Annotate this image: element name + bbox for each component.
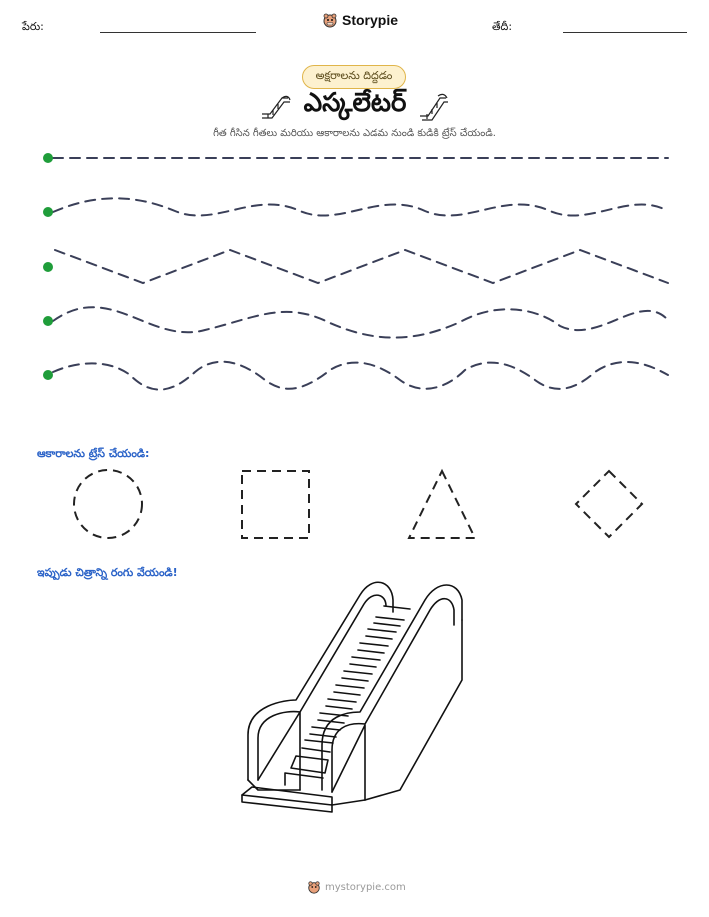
triangle-shape [409, 471, 475, 538]
tracing-line-wave-2 [53, 307, 668, 337]
tracing-line-zigzag [55, 250, 668, 283]
brand-name: Storypie [342, 12, 399, 28]
circle-shape [74, 470, 142, 538]
name-line [100, 32, 256, 33]
storypie-mascot-icon [322, 12, 338, 28]
start-dot-3 [43, 262, 53, 272]
start-dot-2 [43, 207, 53, 217]
footer [307, 880, 406, 894]
tracing-line-wave-1 [53, 198, 668, 215]
date-line [563, 32, 687, 33]
start-dot-4 [43, 316, 53, 326]
square-shape [242, 471, 309, 538]
name-label: పేరు: [22, 20, 44, 33]
brand-logo [322, 12, 398, 28]
footer-url[interactable]: mystorypie.com [325, 881, 406, 893]
shapes-section-label: ఆకారాలను ట్రేస్ చేయండి: [37, 447, 150, 460]
storypie-mascot-icon [307, 880, 321, 894]
coloring-section-label: ఇప్పుడు చిత్రాన్ని రంగు వేయండి! [37, 566, 178, 579]
start-dot-5 [43, 370, 53, 380]
date-label: తేదీ: [492, 20, 513, 33]
instruction-text: గీత గీసిన గీతలు మరియు ఆకారాలను ఎడమ నుండి కుడికి ట్రేస్ చేయండి. [213, 128, 496, 139]
worksheet-title: ఎస్కలేటర్ [303, 88, 407, 118]
diamond-shape [576, 471, 642, 537]
worksheet-type-badge: అక్షరాలను దిద్దడం [302, 65, 406, 89]
tracing-line-wave-3 [53, 362, 668, 390]
start-dot-1 [43, 153, 53, 163]
